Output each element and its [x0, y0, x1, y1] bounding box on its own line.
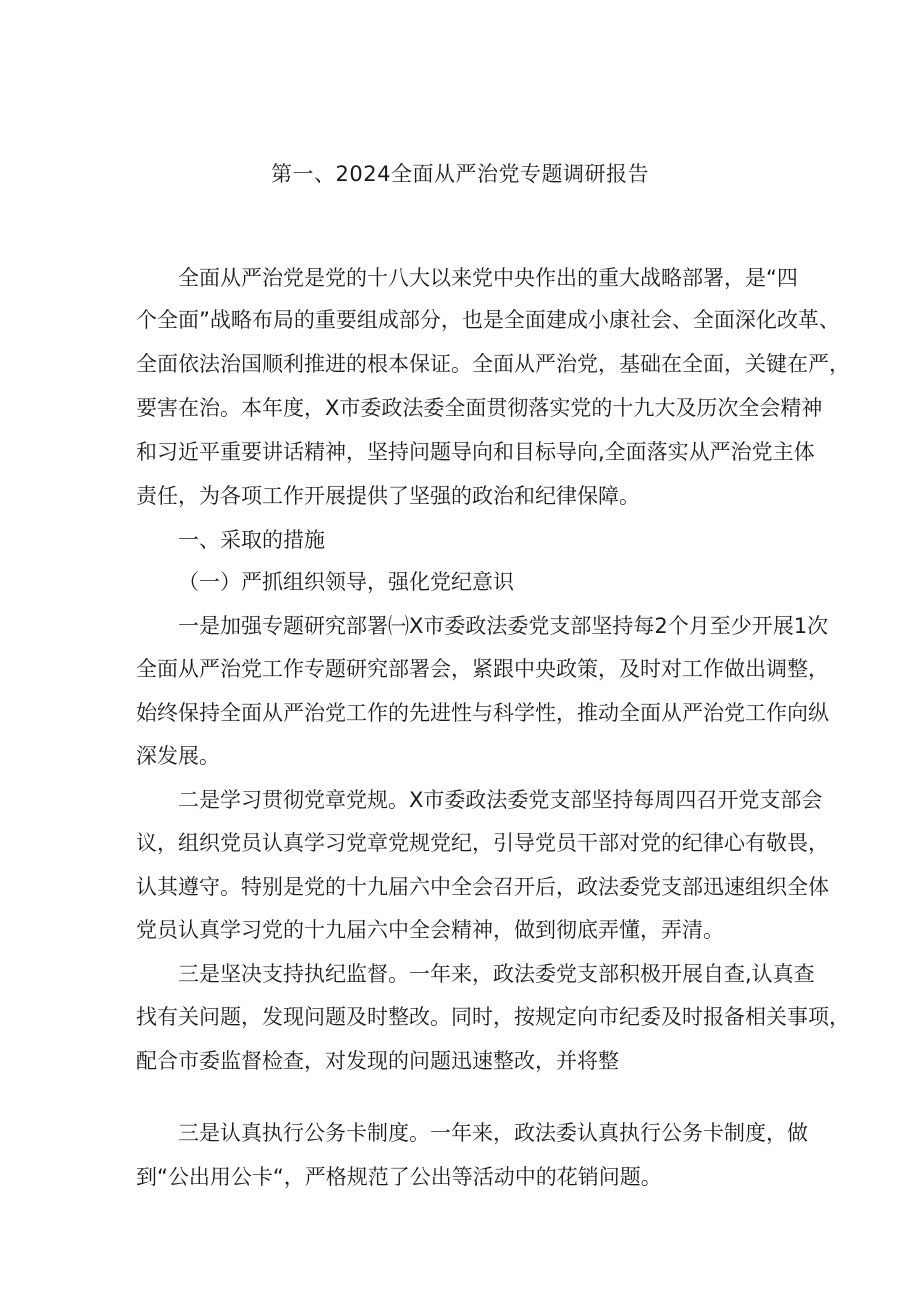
para1-line-2: 全面从严治党工作专题研究部署会，紧跟中央政策，及时对工作做出调整，: [136, 657, 829, 681]
para4-line-2: 到“公出用公卡“，严格规范了公出等活动中的花销问题。: [136, 1165, 662, 1189]
intro-line-6: 责任，为各项工作开展提供了坚强的政治和纪律保障。: [136, 484, 640, 508]
para2-line-1: 二是学习贯彻党章党规。X市委政法委党支部坚持每周四召开党支部会: [178, 788, 823, 812]
para2-line-4: 党员认真学习党的十九届六中全会精神，做到彻底弄懂，弄清。: [136, 918, 724, 942]
para2-line-3: 认其遵守。特别是党的十九届六中全会召开后，政法委党支部迅速组织全体: [136, 875, 829, 899]
intro-line-2: 个全面”战略布局的重要组成部分，也是全面建成小康社会、全面深化改革、: [136, 308, 840, 332]
intro-line-1: 全面从严治党是党的十八大以来党中央作出的重大战略部署，是“四: [178, 266, 798, 290]
para3-line-3: 配合市委监督检查，对发现的问题迅速整改，并将整: [136, 1049, 619, 1073]
intro-line-5: 和习近平重要讲话精神，坚持问题导向和目标导向,全面落实从严治党主体: [136, 440, 815, 464]
para4-line-1: 三是认真执行公务卡制度。一年来，政法委认真执行公务卡制度，做: [178, 1121, 808, 1145]
para1-line-3: 始终保持全面从严治党工作的先进性与科学性，推动全面从严治党工作向纵: [136, 701, 829, 725]
para1-line-4: 深发展。: [136, 744, 220, 768]
para3-line-2: 找有关问题，发现问题及时整改。同时，按规定向市纪委及时报备相关事项，: [136, 1005, 850, 1029]
para3-line-1: 三是坚决支持执纪监督。一年来，政法委党支部积极开展自查,认真查: [178, 962, 815, 986]
para1-line-1: 一是加强专题研究部署㈠X市委政法委党支部坚持每2个月至少开展1次: [178, 614, 829, 638]
subsection-heading-1: （一）严抓组织领导，强化党纪意识: [178, 570, 514, 594]
intro-line-3: 全面依法治国顺利推进的根本保证。全面从严治党，基础在全面，关键在严，: [136, 352, 850, 376]
para2-line-2: 议，组织党员认真学习党章党规党纪，引导党员干部对党的纪律心有敬畏，: [136, 831, 829, 855]
section-heading-1: 一、采取的措施: [178, 528, 325, 552]
intro-line-4: 要害在治。本年度，X市委政法委全面贯彻落实党的十九大及历次全会精神: [136, 396, 823, 420]
document-title: 第一、2024全面从严治党专题调研报告: [271, 162, 649, 186]
